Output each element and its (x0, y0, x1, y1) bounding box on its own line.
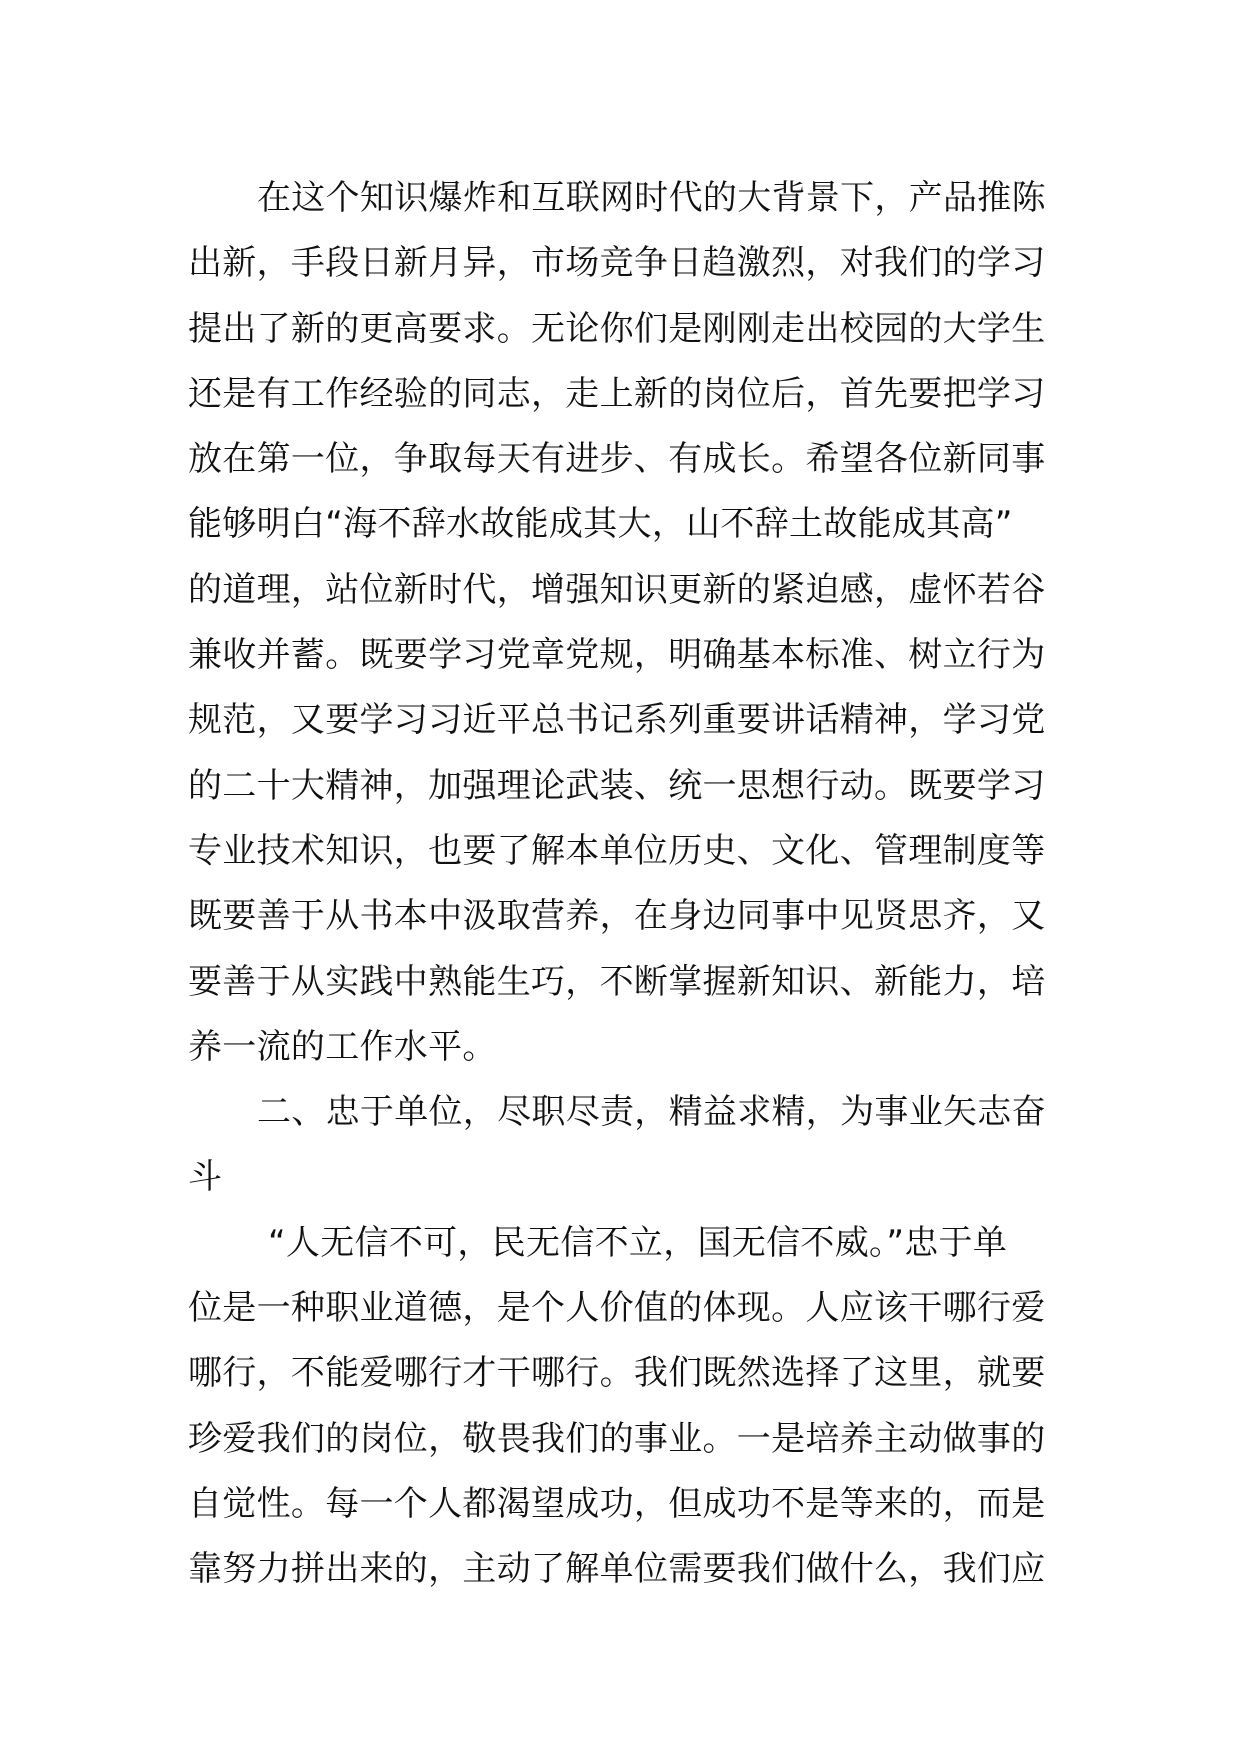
text-line: 提出了新的更高要求。无论你们是刚刚走出校园的大学生 (188, 308, 1046, 349)
section-heading: 二、忠于单位，尽职尽责，精益求精，为事业矢志奋 (257, 1092, 1046, 1133)
text-line: 既要善于从书本中汲取营养，在身边同事中见贤思齐，又 (188, 896, 1046, 937)
text-line: 的道理，站位新时代，增强知识更新的紧迫感，虚怀若谷 (188, 569, 1046, 610)
text-line: 的二十大精神，加强理论武装、统一思想行动。既要学习 (188, 765, 1046, 806)
text-line: 位是一种职业道德，是个人价值的体现。人应该干哪行爱 (188, 1288, 1046, 1329)
quote-line: “人无信不可，民无信不立，国无信不威。”忠于单 (268, 1222, 1008, 1263)
text-line: 靠努力拼出来的，主动了解单位需要我们做什么，我们应 (188, 1549, 1046, 1590)
text-line: 能够明白“海不辞水故能成其大，山不辞土故能成其高” (188, 504, 1013, 545)
text-line: 自觉性。每一个人都渴望成功，但成功不是等来的，而是 (188, 1483, 1046, 1524)
body-text (188, 166, 1058, 1603)
text-line: 规范，又要学习习近平总书记系列重要讲话精神，学习党 (188, 700, 1046, 741)
text-line: 珍爱我们的岗位，敬畏我们的事业。一是培养主动做事的 (188, 1418, 1046, 1459)
text-line: 哪行，不能爱哪行才干哪行。我们既然选择了这里，就要 (188, 1353, 1046, 1394)
text-line: 在这个知识爆炸和互联网时代的大背景下，产品推陈 (257, 178, 1046, 218)
text-line: 专业技术知识，也要了解本单位历史、文化、管理制度等 (188, 830, 1046, 871)
text-line: 养一流的工作水平。 (188, 1026, 497, 1067)
text-line: 出新，手段日新月异，市场竞争日趋激烈，对我们的学习 (188, 243, 1046, 284)
text-line: 要善于从实践中熟能生巧，不断掌握新知识、新能力，培 (188, 961, 1046, 1002)
section-heading-continued: 斗 (188, 1157, 223, 1198)
text-line: 还是有工作经验的同志，走上新的岗位后，首先要把学习 (188, 373, 1046, 414)
text-line: 放在第一位，争取每天有进步、有成长。希望各位新同事 (188, 439, 1046, 480)
text-line: 兼收并蓄。既要学习党章党规，明确基本标准、树立行为 (188, 635, 1046, 676)
